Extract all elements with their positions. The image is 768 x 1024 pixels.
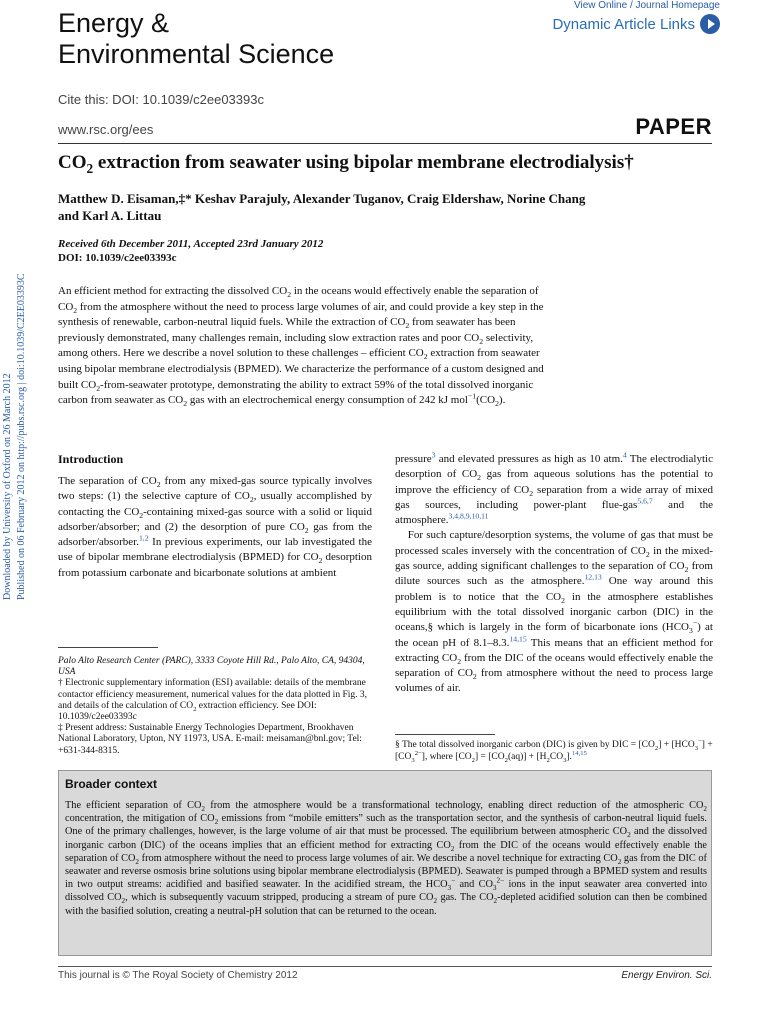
abstract: An efficient method for extracting the dissolved $CO_2$ in the oceans would effectively enable the separation of $CO_2$ from the atmosphere without the need to process large volumes of air, and could provide a key step in the synthesis of renewable, carbon-neutral liquid fuels. While the extraction of $CO_2$ from seawater has been previously demonstrated, many challenges remain, including slow extraction rates and poor $CO_2$ selectivity, among others. Here we describe a novel solution to these challenges – efficient $CO_2$ extraction from seawater using bipolar membrane electrodialysis (BPMED). We characterize the performance of a custom designed and built $CO_2-from$-seawater prototype, demonstrating the ability to extract 59% of the total dissolved inorganic carbon from seawater as $CO_2$ gas with an electrochemical energy consumption of 242 kJ $mol^{-1}(CO_2)$. — [58, 285, 544, 409]
authors-line1: Matthew D. Eisaman,‡* Keshav Parajuly, Alexander Tuganov, Craig Eldershaw, Norine Chang — [58, 191, 586, 206]
journal-title-line2: Environmental Science — [58, 39, 335, 69]
broader-context-heading: Broader context — [65, 777, 158, 791]
published-notice[interactable]: Published on 06 February 2012 on http://pubs.rsc.org | doi:10.1039/C2EE03393C — [16, 273, 27, 600]
top-links — [552, 0, 720, 34]
footnote-divider-left — [58, 647, 158, 648]
journal-abbreviation: Energy Environ. Sci. — [621, 970, 712, 981]
article-title: $CO_2$ extraction from seawater using bipolar membrane electrodialysis† — [58, 152, 634, 176]
broader-context-text: The efficient separation of $CO_2$ from the atmosphere would be a transformational technology, enabling direct reduction of the atmospheric $CO_2$ concentration, the mitigation of $CO_2$ emissions from “mobile emitters” such as the transportation sector, and the synthesis of carbon-neutral liquid fuels. One of the primary challenges, however, is the large volume of air that must be processed. The equilibrium between atmospheric $CO_2$ and the dissolved inorganic carbon (DIC) of the oceans implies that an efficient method for extracting $CO_2$ from the DIC of the oceans would effectively enable the separation of $CO_2$ from atmosphere without the need to process large volumes of air. We describe a novel technique for extracting $CO_2$ gas from the DIC of seawater and reverse osmosis brine solutions using bipolar membrane electrodialysis (BPMED). Seawater is pumped through a BPMED system and results in two output streams: acidified and basified seawater. In the acidified stream, the $HCO_3^-$ and $CO_3^{2-}$ ions in the input seawater area converted into dissolved $CO_2$, which is subsequently vacuum stripped, producing a stream of pure $CO_2$ gas. The $CO_2$-depleted acidified solution can then be combined with the basified solution, creating a neutral-pH solution that can be returned to the ocean. — [65, 800, 708, 917]
downloaded-notice: Downloaded by University of Oxford on 26 March 2012 — [2, 373, 13, 600]
author-list — [58, 190, 718, 224]
footnote-divider-right — [395, 734, 495, 735]
article-doi: DOI: 10.1039/c2ee03393c — [58, 252, 177, 264]
journal-title-line1: Energy & — [58, 8, 170, 38]
play-arrow-icon[interactable] — [700, 14, 720, 34]
affiliation-footnotes: Palo Alto Research Center (PARC), 3333 Coyote Hill Rd., Palo Alto, CA, 94304, USA † Electronic supplementary information (ESI) available: details of the membrane contactor efficiency measurement, numerical values for the data plotted in Fig. 3, and details of the calculation of $CO_2$ extraction efficiency. See DOI: 10.1039/c2ee03393c ‡ Present address: Sustainable Energy Technologies Department, Brookhaven National Laboratory, Upton, NY 11973, USA. E-mail: meisaman@bnl.gov; Tel: +631-344-8315. — [58, 656, 367, 756]
download-sidebar — [0, 250, 30, 610]
dic-footnote: § The total dissolved inorganic carbon (DIC) is given by DIC = $[CO_2] + [HCO_3^-] + [CO_3^{2-}]$, where $[CO_2] = [CO_2(aq)] + [H_2CO_3].^{14,15}$ — [395, 737, 713, 764]
introduction-paragraph: The separation of $CO_2$ from any mixed-gas source typically involves two steps: (1) the selective capture of $CO_2$, usually accomplished by contacting the $CO_2$-containing mixed-gas source with a solid or liquid adsorber/absorber; and (2) the desorption of pure $CO_2$ gas from the adsorber/absorber.$^{1,2}$ In previous experiments, our lab investigated the use of bipolar membrane electrodialysis (BPMED) for $CO_2$ desorption from potassium carbonate and bicarbonate solutions at ambient — [58, 475, 373, 579]
dynamic-article-links-label[interactable]: Dynamic Article Links — [552, 15, 695, 33]
journal-title — [58, 8, 334, 70]
footer-divider — [58, 966, 712, 967]
authors-line2: and Karl A. Littau — [58, 208, 162, 223]
journal-website-link[interactable]: www.rsc.org/ees — [58, 122, 154, 137]
received-dates: Received 6th December 2011, Accepted 23rd January 2012 — [58, 238, 324, 250]
paper-type-label: PAPER — [635, 114, 712, 139]
view-online-link[interactable]: View Online / Journal Homepage — [573, 0, 720, 11]
dynamic-article-links[interactable] — [552, 14, 720, 34]
header-divider — [58, 143, 712, 144]
introduction-right-column: pressure$^3$ and elevated pressures as high as 10 atm.$^4$ The electrodialytic desorption of $CO_2$ gas from aqueous solutions has the potential to improve the efficiency of $CO_2$ separation from a wide array of mixed gas sources, including power-plant flue-gas$^{5,6,7}$ and the atmosphere.$^{3,4,8,9,10,11}$ For such capture/desorption systems, the volume of gas that must be processed scales inversely with the concentration of $CO_2$ in the mixed-gas source, adding significant challenges to the separation of $CO_2$ from dilute sources such as the atmosphere.$^{12,13}$ One way around this problem is to notice that the $CO_2$ in the atmosphere establishes equilibrium with the total dissolved inorganic carbon (DIC) in the oceans,§ which is largely in the form of bicarbonate ions $(HCO_3^-)$ at the ocean pH of 8.1–8.3.$^{14,15}$ This means that an efficient method for extracting $CO_2$ from the DIC of the oceans would effectively enable the separation of $CO_2$ from atmosphere without the need to process large volumes of air. — [395, 450, 714, 695]
copyright-notice: This journal is © The Royal Society of Chemistry 2012 — [58, 970, 298, 981]
broader-context-box — [58, 770, 712, 956]
section-heading-introduction: Introduction — [58, 452, 124, 466]
cite-doi: Cite this: DOI: 10.1039/c2ee03393c — [58, 92, 264, 107]
